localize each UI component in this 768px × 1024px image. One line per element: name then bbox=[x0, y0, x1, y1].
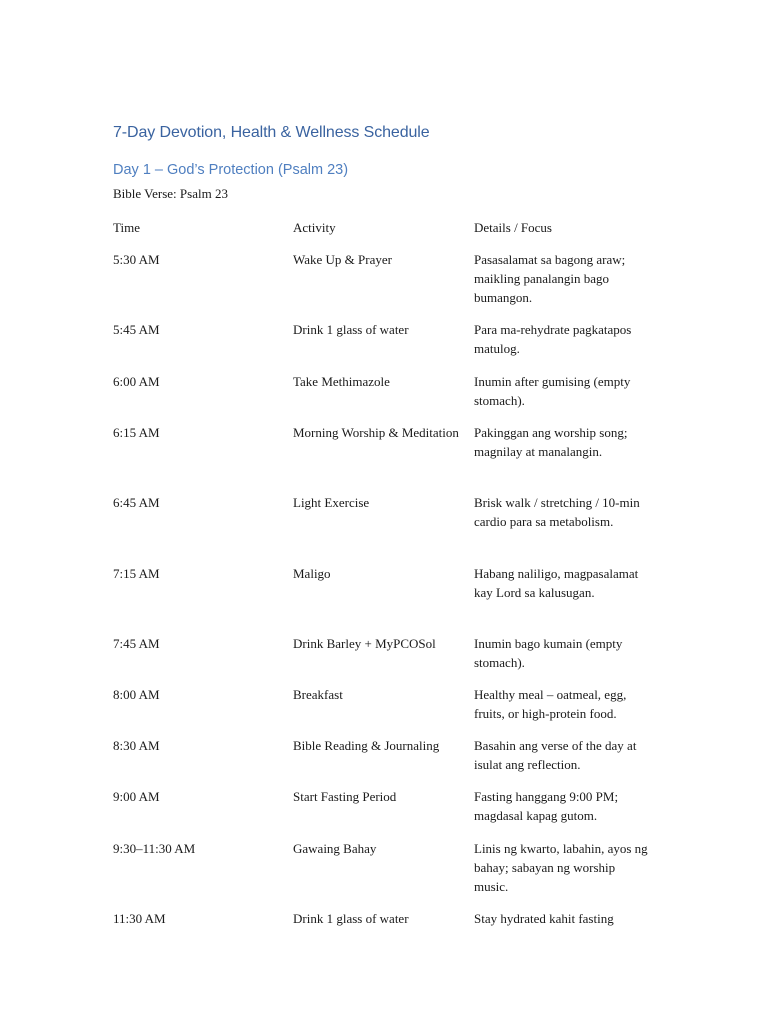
row-activity: Light Exercise bbox=[293, 495, 370, 510]
row-details: Para ma-rehydrate pagkatapos matulog. bbox=[474, 322, 632, 356]
row-details: Habang naliligo, magpasalamat kay Lord sa kalusugan. bbox=[474, 566, 639, 600]
row-time: 6:00 AM bbox=[113, 374, 160, 389]
row-activity: Start Fasting Period bbox=[293, 789, 397, 804]
row-details: Stay hydrated kahit fasting bbox=[474, 911, 614, 926]
row-time: 8:00 AM bbox=[113, 687, 160, 702]
row-activity: Wake Up & Prayer bbox=[293, 252, 392, 267]
row-activity: Breakfast bbox=[293, 687, 343, 702]
row-details: Healthy meal – oatmeal, egg, fruits, or high-protein food. bbox=[474, 687, 627, 721]
row-details: Brisk walk / stretching / 10-min cardio para sa metabolism. bbox=[474, 495, 640, 529]
row-time: 5:45 AM bbox=[113, 322, 160, 337]
row-time: 9:30–11:30 AM bbox=[113, 841, 196, 856]
row-activity: Morning Worship & Meditation bbox=[293, 425, 459, 440]
row-details: Pasasalamat sa bagong araw; maikling panalangin bago bumangon. bbox=[474, 252, 626, 305]
row-time: 7:45 AM bbox=[113, 636, 160, 651]
row-time: 11:30 AM bbox=[113, 911, 166, 926]
document-title: 7-Day Devotion, Health & Wellness Schedule bbox=[113, 124, 430, 141]
day-heading: Day 1 – God’s Protection (Psalm 23) bbox=[113, 162, 349, 178]
row-time: 6:45 AM bbox=[113, 495, 160, 510]
row-activity: Bible Reading & Journaling bbox=[293, 738, 440, 753]
row-activity: Drink 1 glass of water bbox=[293, 911, 409, 926]
row-activity: Gawaing Bahay bbox=[293, 841, 377, 856]
row-activity: Maligo bbox=[293, 566, 331, 581]
row-activity: Take Methimazole bbox=[293, 374, 390, 389]
row-details: Linis ng kwarto, labahin, ayos ng bahay; sabayan ng worship music. bbox=[474, 841, 648, 894]
row-details: Basahin ang verse of the day at isulat ang reflection. bbox=[474, 738, 637, 772]
row-details: Pakinggan ang worship song; magnilay at manalangin. bbox=[474, 425, 628, 459]
bible-verse-line: Bible Verse: Psalm 23 bbox=[113, 186, 228, 201]
row-activity: Drink 1 glass of water bbox=[293, 322, 409, 337]
row-details: Fasting hanggang 9:00 PM; magdasal kapag gutom. bbox=[474, 789, 619, 823]
header-details: Details / Focus bbox=[474, 220, 552, 235]
row-time: 6:15 AM bbox=[113, 425, 160, 440]
row-details: Inumin after gumising (empty stomach). bbox=[474, 374, 631, 408]
row-details: Inumin bago kumain (empty stomach). bbox=[474, 636, 623, 670]
header-time: Time bbox=[113, 220, 140, 235]
row-time: 7:15 AM bbox=[113, 566, 160, 581]
row-activity: Drink Barley + MyPCOSol bbox=[293, 636, 436, 651]
row-time: 8:30 AM bbox=[113, 738, 160, 753]
row-time: 9:00 AM bbox=[113, 789, 160, 804]
row-time: 5:30 AM bbox=[113, 252, 160, 267]
header-activity: Activity bbox=[293, 220, 336, 235]
